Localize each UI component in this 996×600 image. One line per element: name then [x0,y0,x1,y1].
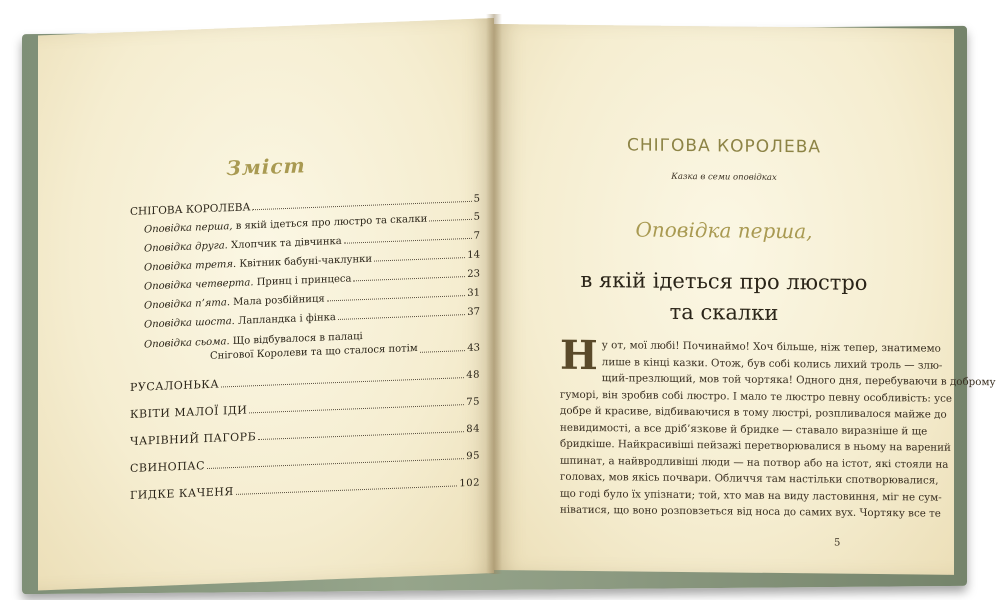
body-line: гуморі, він зробив собі люстро. І мало те люстро певну особливість: усе [560,388,953,405]
toc-entry-label-italic: Оповідка шоста. [144,315,235,331]
toc-entry-label [130,201,250,218]
toc-entry-label-italic: Оповідка третя. [144,258,237,274]
toc-leader-dots [327,295,466,301]
toc-entry-label-italic: Оповідка друга. [144,240,228,255]
toc-leader-dots [252,201,471,210]
toc-entry-label-text: СНІГОВА КОРОЛЕВА [130,201,251,218]
right-page [494,24,996,575]
toc-entry-page: 14 [467,249,480,262]
toc-entry-page: 31 [467,287,480,300]
toc-entry-label-italic: Оповідка четверта. [144,277,254,293]
toc-leader-dots [249,404,464,413]
toc-leader-dots [258,431,464,440]
body-line: бридкіше. Найкрасивіші пейзажі перетворювалися в ньому на варений [560,437,951,454]
toc-entry-page: 23 [467,268,480,281]
body-line: невидимості, а все дріб’язкове й бридке — ставало виразніше й ще [560,421,928,438]
story-title: СНІГОВА КОРОЛЕВА [626,135,821,158]
left-page [38,18,494,591]
body-line: у от, мої любі! Починаймо! Хоч більше, ніж тепер, знатимемо [601,339,941,355]
toc-entry-label-text: Квітник бабуні-чаклунки [236,253,373,270]
toc-entry-page: 84 [466,423,480,436]
toc-entry-label-text: в якій ідеться про люстро та скалки [232,213,428,233]
toc-entry-label-text: ГИДКЕ КАЧЕНЯ [130,484,234,502]
chapter-heading-line-2: та скалки [669,299,779,325]
toc-entry-label-text: Лапландка і фінка [234,312,336,327]
toc-entry-page: 75 [466,396,480,409]
toc-entry-label-continued: Снігової Королеви та що сталося потім [210,342,418,362]
story-subtitle: Казка в семи оповідках [671,171,777,183]
drop-cap: Н [560,331,598,380]
toc-entry-label-text: КВІТИ МАЛОЇ ІДИ [130,403,248,421]
toc-leader-dots [338,314,465,320]
toc-entry-page: 37 [467,306,480,319]
toc-entry-page: 5 [473,211,480,223]
body-line: лише в кінці казки. Отож, був собі колись лихий троль — злю- [601,355,943,372]
toc-entry-page: 43 [467,342,480,355]
toc-leader-dots [236,485,458,495]
body-line: що годі було їх упізнати; той, хто мав на виду ластовиння, міг не сум- [560,487,942,504]
body-line: шпинат, а найвродливіші люди — на потвор або на істот, які стояли на [560,454,949,471]
toc-entry-label-text: Мала розбійниця [230,293,325,309]
toc-leader-dots [344,238,472,244]
toc-entry-label-text: Принц і принцеса [253,273,352,289]
body-line: добре й красиве, відбиваючися в тому люстрі, розпливалося майже до [560,404,947,421]
toc-entry-label-text: СВИНОПАС [130,459,206,475]
toc-entry-page: 48 [466,369,480,382]
toc-leader-dots [207,458,464,469]
toc-entry-page: 7 [473,230,480,242]
story-body [560,331,996,522]
toc-list [130,193,480,516]
toc-leader-dots [429,219,471,222]
toc-entry-label-text: ЧАРІВНИЙ ПАГОРБ [130,430,257,448]
toc-entry-label [130,459,205,475]
toc-entry-label-italic: Оповідка перша, [144,221,233,236]
chapter-title: Оповідка перша, [635,217,813,244]
toc-heading: Зміст [226,153,306,181]
toc-entry-label-italic: Оповідка сьома. [144,336,230,351]
chapter-heading [494,264,954,331]
toc-leader-dots [374,257,465,262]
toc-entry-page: 95 [466,450,480,463]
toc-entry-label-text: Хлопчик та дівчинка [227,235,342,252]
body-line: щий-презлющий, мов той чортяка! Одного дня, перебуваючи в доброму [601,372,996,389]
toc-leader-dots [221,377,464,387]
toc-leader-dots [353,276,465,281]
page-number: 5 [834,537,841,549]
chapter-heading-line-1: в якій ідеться про люстро [580,267,868,295]
body-line: головах, мов якісь почвари. Обличчя там настільки спотворювалися, [560,470,939,487]
toc-entry-page: 5 [473,193,480,205]
toc-entry-label [130,485,234,502]
toc-leader-dots [420,350,466,353]
toc-entry-label [130,378,219,394]
book-spine [486,14,502,574]
toc-entry-label-text: Що відбувалося в палаці [229,331,363,348]
toc-entry-page: 102 [459,477,480,490]
toc-entry-label-italic: Оповідка п’ята. [144,297,230,312]
toc-entry-label-text: РУСАЛОНЬКА [130,377,220,394]
body-line: ніватися, що воно розповзеться від носа до самих вух. Чортяку все те [560,503,941,520]
